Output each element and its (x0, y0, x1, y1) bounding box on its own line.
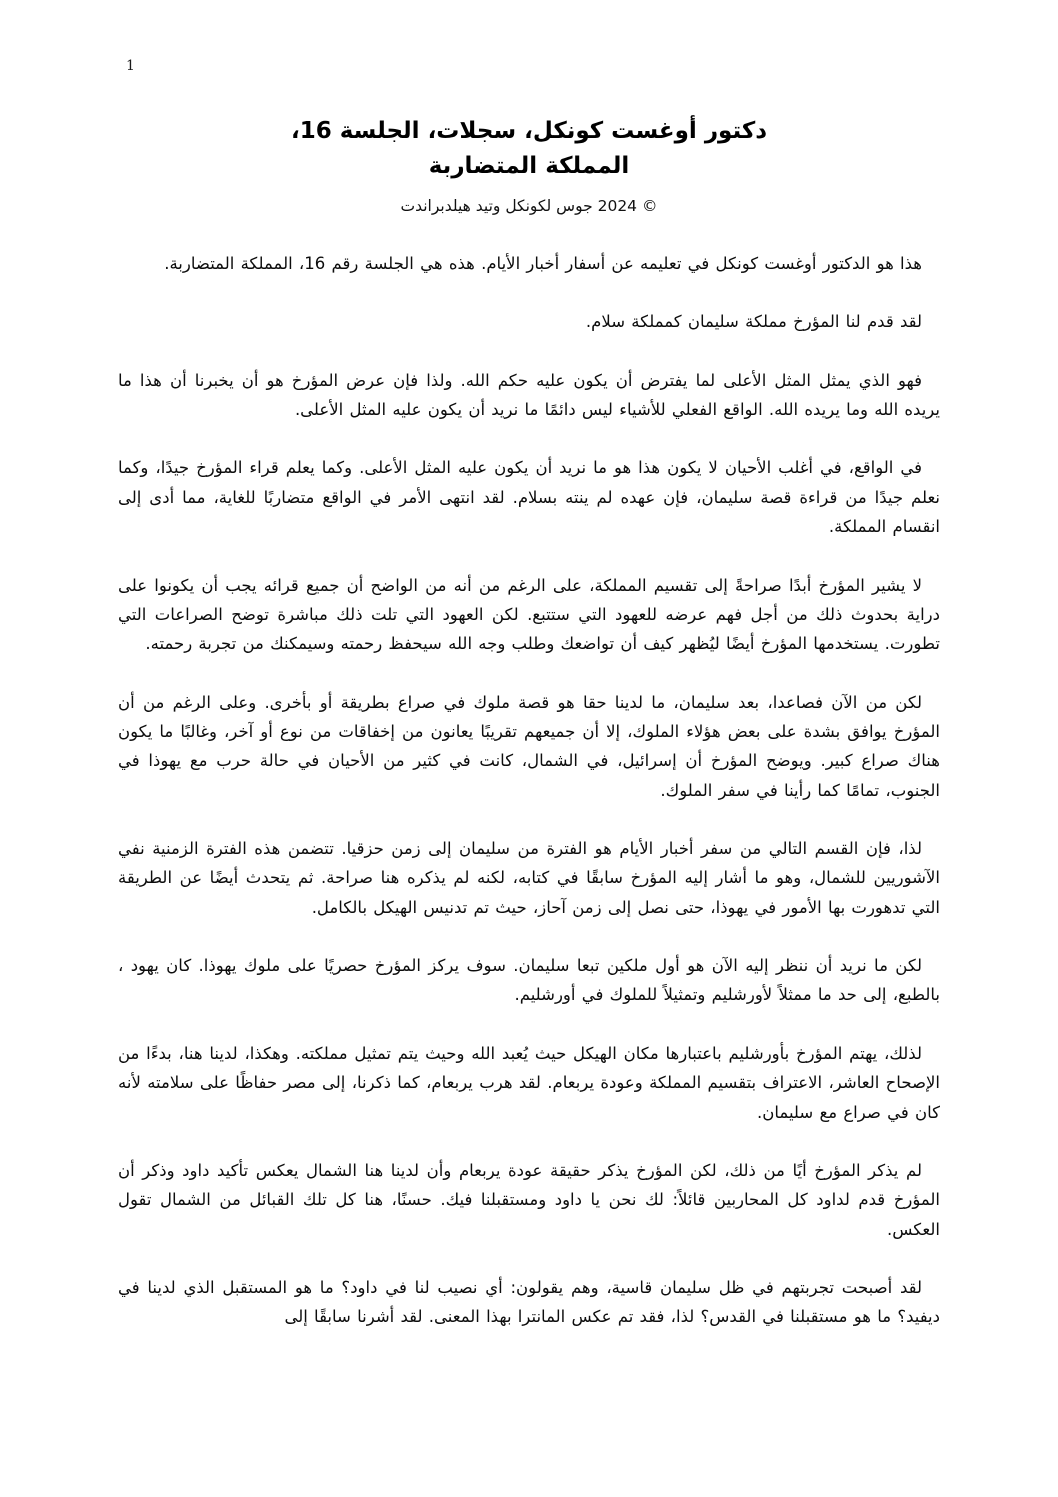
title-block (118, 114, 940, 215)
paragraph: لم يذكر المؤرخ أيًا من ذلك، لكن المؤرخ يذكر حقيقة عودة يربعام وأن لدينا هنا الشمال يعكس تأكيد داود وذكر أن المؤرخ قدم لداود كل المحاربين قائلاً: لك نحن يا داود ومستقبلنا فيك. حسنًا، هنا كل تلك القبائل من الشمال تقول العكس. (118, 1160, 940, 1239)
paragraph: لذلك، يهتم المؤرخ بأورشليم باعتبارها مكان الهيكل حيث يُعبد الله وحيث يتم تمثيل مملكته. وهكذا، لدينا هنا، بدءًا من الإصحاح العاشر، الاعتراف بتقسيم المملكة وعودة يربعام. لقد هرب يربعام، كما ذكرنا، إلى مصر حفاظًا على سلامته لأنه كان في صراع مع سليمان. (118, 1043, 940, 1122)
paragraph: لقد قدم لنا المؤرخ مملكة سليمان كمملكة سلام. (585, 312, 922, 332)
paragraph: فهو الذي يمثل المثل الأعلى لما يفترض أن يكون عليه حكم الله. ولذا فإن عرض المؤرخ هو أن يخبرنا أن هذا ما يريده الله وما يريده الله. الواقع الفعلي للأشياء ليس دائمًا ما نريد أن يكون عليه المثل الأعلى. (118, 370, 940, 420)
paragraph: لقد أصبحت تجربتهم في ظل سليمان قاسية، وهم يقولون: أي نصيب لنا في داود؟ ما هو المستقبل الذي لدينا في ديفيد؟ ما هو مستقبلنا في القدس؟ لذا، فقد تم عكس المانترا بهذا المعنى. لقد أشرنا سابقًا إلى (118, 1277, 940, 1327)
document-body (118, 249, 940, 1332)
paragraph: لذا، فإن القسم التالي من سفر أخبار الأيام هو الفترة من سليمان إلى زمن حزقيا. تتضمن هذه الفترة الزمنية نفي الآشوريين للشمال، وهو ما أشار إليه المؤرخ سابقًا في كتابه، لكنه لم يذكره هنا صراحة. ثم يتحدث أيضًا عن الطريقة التي تدهورت بها الأمور في يهوذا، حتى نصل إلى زمن آحاز، حيث تم تدنيس الهيكل بالكامل. (118, 839, 940, 917)
page-number: 1 (126, 58, 135, 74)
paragraph: في الواقع، في أغلب الأحيان لا يكون هذا هو ما نريد أن يكون عليه المثل الأعلى. وكما يعلم قراء المؤرخ جيدًا، وكما نعلم جيدًا من قراءة قصة سليمان، فإن عهده لم ينته بسلام. لقد انتهى الأمر في الواقع متضاربًا للغاية، مما أدى إلى انقسام المملكة. (118, 458, 940, 537)
paragraph: لكن من الآن فصاعدا، بعد سليمان، ما لدينا حقا هو قصة ملوك في صراع بطريقة أو بأخرى. وعلى الرغم من أن المؤرخ يوافق بشدة على بعض هؤلاء الملوك، إلا أن جميعهم تقريبًا يعانون من إخفاقات من نوع أو آخر، وغالبًا ما يكون هناك صراع كبير. ويوضح المؤرخ أن إسرائيل، في الشمال، كانت في كثير من الأحيان في حالة حرب مع يهوذا في الجنوب، تمامًا كما رأينا في سفر الملوك. (118, 692, 940, 800)
paragraph: لا يشير المؤرخ أبدًا صراحةً إلى تقسيم المملكة، على الرغم من أنه من الواضح أن جميع قرائه يجب أن يكونوا على دراية بحدوث ذلك من أجل فهم عرضه للعهود التي ستتبع. لكن العهود التي تلت ذلك مباشرة توضح الصراعات التي تطورت. يستخدمها المؤرخ أيضًا ليُظهر كيف أن تواضعك وطلب وجه الله سيحفظ رحمته وسيمكنك من تجربة رحمته. (118, 575, 940, 654)
document-title-line2: المملكة المتضاربة (428, 152, 630, 179)
document-title-line1: دكتور أوغست كونكل، سجلات، الجلسة 16، (290, 118, 768, 144)
paragraph: هذا هو الدكتور أوغست كونكل في تعليمه عن أسفار أخبار الأيام. هذه هي الجلسة رقم 16، المملكة المتضاربة. (164, 254, 922, 273)
paragraph: لكن ما نريد أن ننظر إليه الآن هو أول ملكين تبعا سليمان. سوف يركز المؤرخ حصريًا على ملوك يهوذا. كان يهود ، بالطبع، إلى حد ما ممثلاً لأورشليم وتمثيلاً للملوك في أورشليم. (118, 956, 940, 1005)
copyright-line: © 2024 جوس لكونكل وتيد هيلدبراندت (400, 197, 658, 215)
